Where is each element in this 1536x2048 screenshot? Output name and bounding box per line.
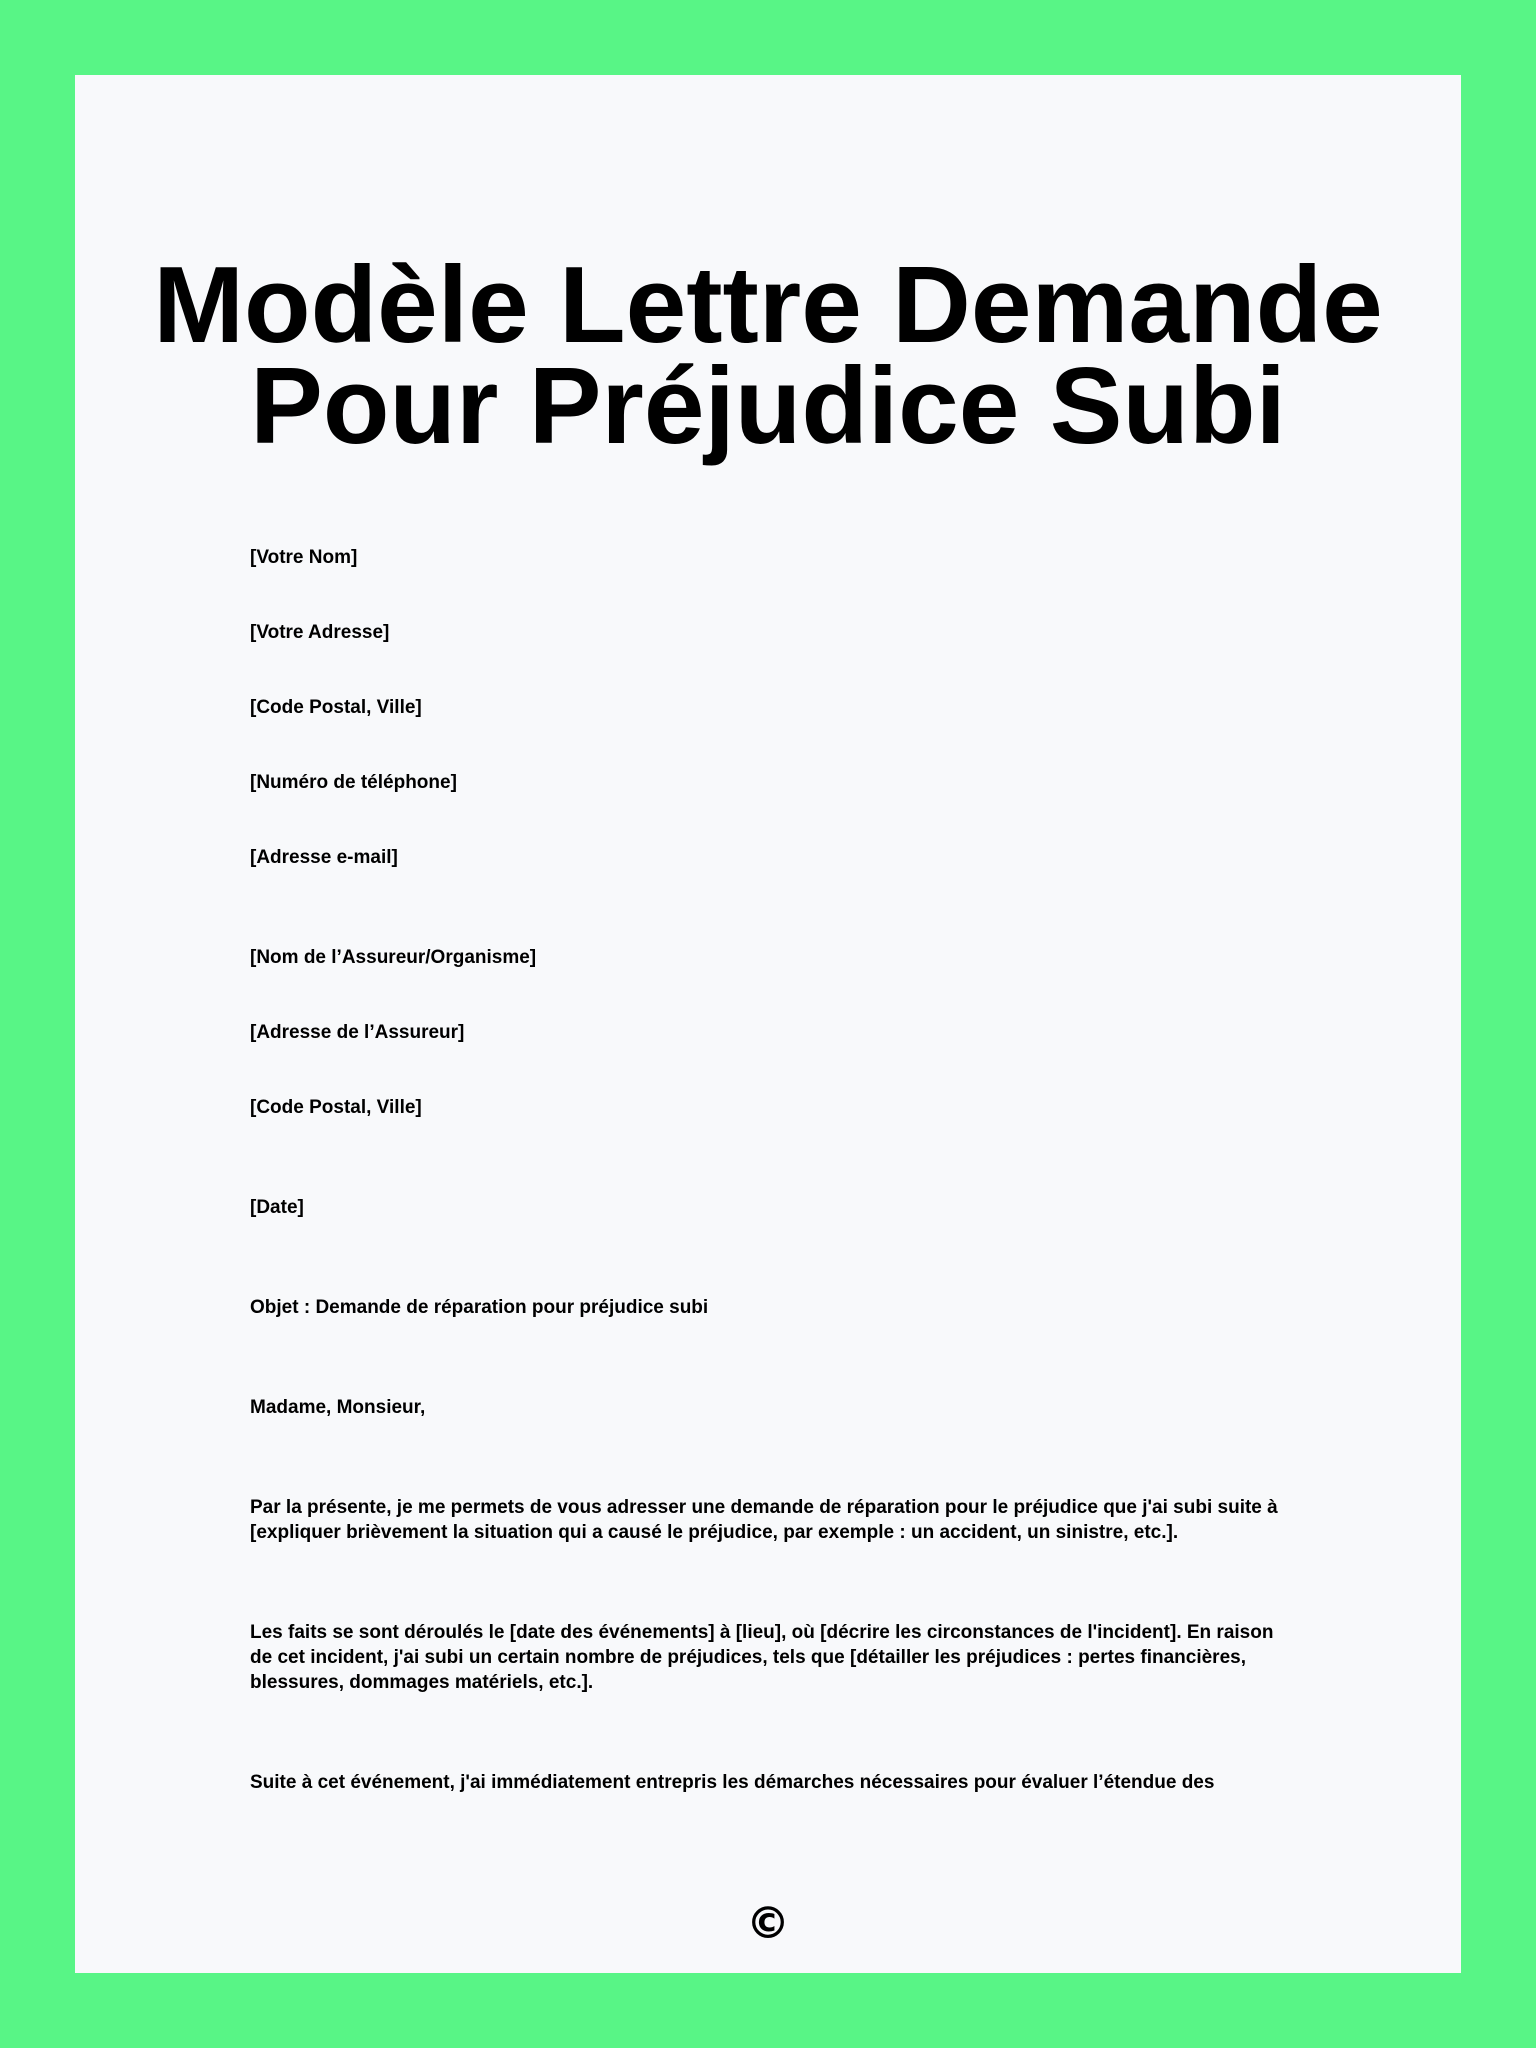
- letter-paragraph: Par la présente, je me permets de vous adresser une demande de réparation pour le préjudice que j'ai subi suite à [expliquer brièvement la situation qui a causé le préjudice, par exemple : un accident, un sinistre, etc.].: [250, 1497, 1278, 1543]
- copyright-icon: ©: [746, 1898, 790, 1949]
- recipient-postal-city: [Code Postal, Ville]: [250, 1097, 422, 1118]
- sender-phone: [Numéro de téléphone]: [250, 772, 457, 793]
- sender-address: [Votre Adresse]: [250, 622, 390, 643]
- letter-paragraph: Les faits se sont déroulés le [date des événements] à [lieu], où [décrire les circonstances de l'incident]. En raison de cet incident, j'ai subi un certain nombre de préjudices, tels que [détailler les préjudices : pertes financières, blessures, dommages matériels, etc.].: [250, 1622, 1274, 1693]
- letter-salutation: Madame, Monsieur,: [250, 1397, 426, 1418]
- sender-postal-city: [Code Postal, Ville]: [250, 697, 422, 718]
- letter-date: [Date]: [250, 1197, 304, 1218]
- letter-body: [250, 545, 1280, 1845]
- sender-email: [Adresse e-mail]: [250, 847, 398, 868]
- sender-name: [Votre Nom]: [250, 547, 358, 568]
- letter-paragraph: Suite à cet événement, j'ai immédiatement entrepris les démarches nécessaires pour évaluer l’étendue des: [250, 1772, 1215, 1793]
- document-title: Modèle Lettre Demande Pour Préjudice Subi: [153, 244, 1383, 467]
- letter-subject: Objet : Demande de réparation pour préjudice subi: [250, 1297, 709, 1318]
- recipient-address: [Adresse de l’Assureur]: [250, 1022, 465, 1043]
- recipient-name: [Nom de l’Assureur/Organisme]: [250, 947, 537, 968]
- document-page: [75, 75, 1461, 1973]
